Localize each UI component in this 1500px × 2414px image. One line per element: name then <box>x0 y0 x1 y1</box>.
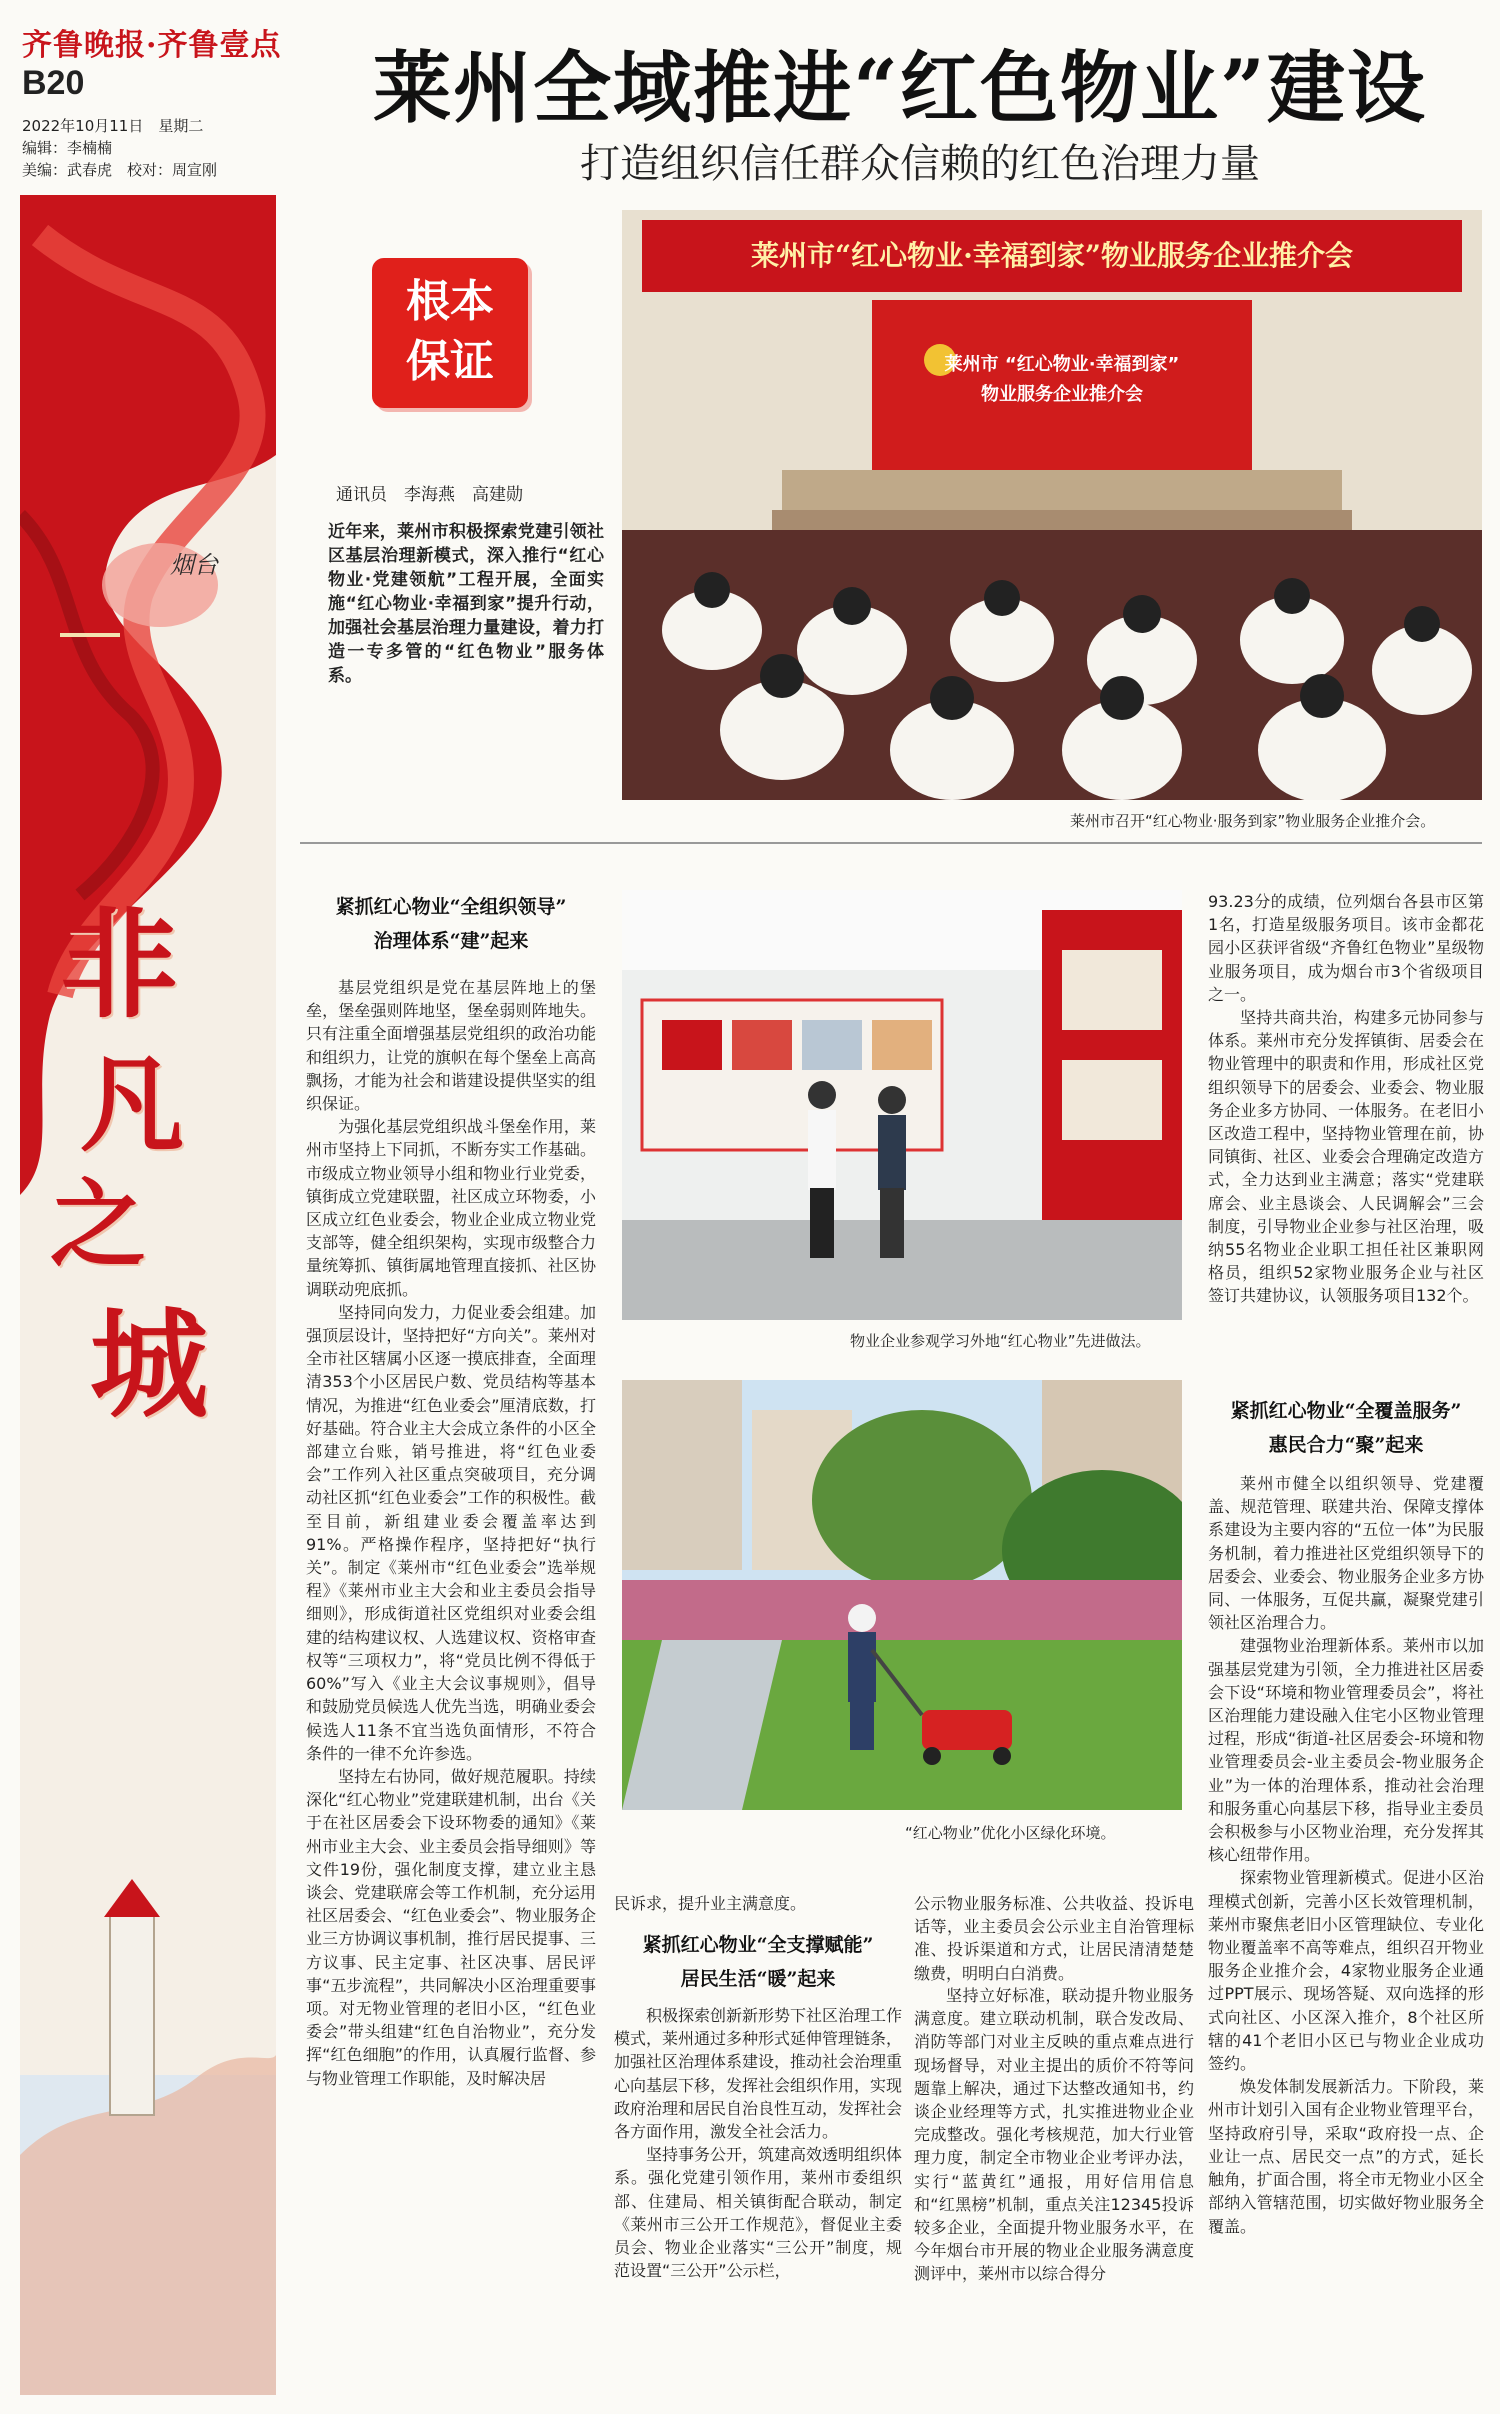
caption-1: 莱州市召开“红心物业·服务到家”物业服务企业推介会。 <box>1070 812 1436 830</box>
subheadline: 打造组织信任群众信赖的红色治理力量 <box>580 141 1260 187</box>
screen-line-2: 物业服务企业推介会 <box>981 384 1143 405</box>
section-1-title <box>306 890 596 958</box>
column-1-text <box>306 976 596 2090</box>
paragraph: 坚持事务公开，筑建高效透明组织体系。强化党建引领作用，莱州市委组织部、住建局、相关镇街配合联动，制定《莱州市三公开工作规范》，督促业主委员会、物业企业落实“三公开”制度，规范设置“三公开”公示栏， <box>614 2145 903 2281</box>
headline: 莱州全域推进“红色物业”建设 <box>373 43 1427 134</box>
editor-credit: 编辑：李楠楠 <box>22 139 113 157</box>
paragraph: 积极探索创新新形势下社区治理工作模式，莱州通过多种形式延伸管理链条，加强社区治理体系建设，推动社会治理重心向基层下移，发挥社会组织作用，实现政府治理和居民自治良性互动，发挥社会各方面作用，激发全社会活力。 <box>614 2006 903 2142</box>
badge-line-1: 根本 <box>406 276 494 327</box>
column-4-text <box>1208 1006 1484 1308</box>
city-title-2: 凡 <box>80 1043 185 1166</box>
section-2-title-line-2: 居民生活“暖”起来 <box>680 1968 836 1990</box>
photo-conference <box>622 210 1482 800</box>
lead-paragraph: 近年来，莱州市积极探索党建引领社区基层治理新模式，深入推行“红心物业·党建领航”工程开展，全面实施“红心物业·幸福到家”提升行动，加强社会基层治理力量建设，着力打造一专多管的“红色物业”服务体系。 <box>328 522 604 686</box>
section-3-title-line-1: 紧抓红心物业“全覆盖服务” <box>1230 1400 1462 1422</box>
section-3-title <box>1208 1394 1484 1462</box>
photo-greening <box>622 1380 1182 1810</box>
map-label: 烟台 <box>170 551 218 579</box>
paragraph: 坚持共商共治，构建多元协同参与体系。莱州市充分发挥镇街、居委会在物业管理中的职责和作用，形成社区党组织领导下的居委会、业委会、物业服务企业多方协同、一体服务。在老旧小区改造工程中，坚持物业管理在前，协同镇街、社区、业委会合理确定改造方式，全力达到业主满意；落实“党建联席会、业主恳谈会、人民调解会”三会制度，引导物业企业参与社区治理，吸纳55名物业企业职工担任社区兼职网格员，组织52家物业服务企业与社区签订共建协议，认领服务项目132个。 <box>1208 1008 1484 1306</box>
lighthouse-icon <box>110 1915 154 2115</box>
column-2-carryover: 民诉求，提升业主满意度。 <box>614 1894 807 1913</box>
decorative-band <box>20 195 276 2395</box>
page-number: B20 <box>22 64 85 102</box>
section-badge <box>372 258 528 408</box>
column-2-text <box>614 2004 902 2282</box>
stage-screen <box>872 350 1252 410</box>
column-3-text <box>914 1984 1194 2286</box>
art-credit: 美编：武春虎 校对：周宣刚 <box>22 161 218 179</box>
badge-line-2: 保证 <box>406 336 494 387</box>
column-4-carryover: 93.23分的成绩，位列烟台各县市区第1名，打造星级服务项目。该市金都花园小区获评省级“齐鲁红色物业”星级物业服务项目，成为烟台市3个省级项目之一。 <box>1208 892 1484 1004</box>
column-3-carryover: 公示物业服务标准、公共收益、投诉电话等，业主委员会公示业主自治管理标准、投诉渠道和方式，让居民清清楚楚缴费，明明白白消费。 <box>914 1894 1194 1983</box>
newspaper-brand: 齐鲁晚报·齐鲁壹点 <box>22 28 282 63</box>
paragraph: 莱州市健全以组织领导、党建覆盖、规范管理、联建共治、保障支撑体系建设为主要内容的“五位一体”为民服务机制，着力推进社区党组织领导下的居委会、业委会、物业服务企业多方协同、一体服务，互促共赢，凝聚党建引领社区治理合力。 <box>1208 1474 1484 1633</box>
screen-line-1: 莱州市 “红心物业·幸福到家” <box>944 354 1180 375</box>
section-3-title-line-2: 惠民合力“聚”起来 <box>1268 1434 1424 1456</box>
paragraph: 焕发体制发展新活力。下阶段，莱州市计划引入国有企业物业管理平台，坚持政府引导，采取“政府投一点、企业让一点、居民交一点”的方式，延长触角，扩面合围，将全市无物业小区全部纳入管辖范围，切实做好物业服务全覆盖。 <box>1208 2077 1484 2236</box>
section-2-title-line-1: 紧抓红心物业“全支撑赋能” <box>642 1934 874 1956</box>
byline: 通讯员 李海燕 高建勋 <box>336 485 523 505</box>
caption-2: 物业企业参观学习外地“红心物业”先进做法。 <box>850 1332 1151 1350</box>
section-2-title <box>614 1928 902 1996</box>
paragraph: 为强化基层党组织战斗堡垒作用，莱州市坚持上下同抓，不断夯实工作基础。市级成立物业领导小组和物业行业党委，镇街成立党建联盟，社区成立环物委，小区成立红色业委会，物业企业成立物业党支部等，健全组织架构，实现市级整合力量统筹抓、镇街属地管理直接抓、社区协调联动兜底抓。 <box>306 1117 596 1299</box>
issue-date: 2022年10月11日 星期二 <box>22 117 204 135</box>
section-1-title-line-1: 紧抓红心物业“全组织领导” <box>335 896 567 918</box>
paragraph: 坚持同向发力，力促业委会组建。加强顶层设计，坚持把好“方向关”。莱州对全市社区辖属小区逐一摸底排查，全面理清353个小区居民户数、党员结构等基本情况，为推进“红色业委会”厘清底数，打好基础。符合业主大会成立条件的小区全部建立台账，销号推进，将“红色业委会”工作列入社区重点突破项目，充分调动社区抓“红色业委会”工作的积极性。截至目前，新组建业委会覆盖率达到91%。严格操作程序，坚持把好“执行关”。制定《莱州市“红色业委会”选举规程》《莱州市业主大会和业主委员会指导细则》，形成街道社区党组织对业委会组建的结构建议权、人选建议权、资格审查权等“三项权力”，将“党员比例不得低于60%”写入《业主大会议事规则》，倡导和鼓励党员候选人优先当选，明确业委会候选人11条不宜当选负面情形，不符合条件的一律不允许参选。 <box>306 1302 596 1763</box>
divider <box>300 842 1482 844</box>
column-4b-text <box>1208 1472 1484 2238</box>
paragraph: 建强物业治理新体系。莱州市以加强基层党建为引领，全力推进社区居委会下设“环境和物业管理委员会”，将社区治理能力建设融入住宅小区物业管理过程，形成“街道-社区居委会-环境和物业管理委员会-业主委员会-物业服务企业”为一体的治理体系，推动社会治理和服务重心向基层下移，指导业主委员会积极参与小区物业治理，充分发挥其核心纽带作用。 <box>1208 1636 1484 1865</box>
paragraph: 探索物业管理新模式。促进小区治理模式创新，完善小区长效管理机制，莱州市聚焦老旧小区管理缺位、专业化物业覆盖率不高等难点，组织召开物业服务企业推介会，4家物业服务企业通过PPT展示、现场答疑、双向选择的形式向社区、小区深入推介，8个社区所辖的41个老旧小区已与物业企业成功签约。 <box>1208 1868 1484 2074</box>
city-title-4: 城 <box>90 1295 209 1434</box>
conference-banner: 莱州市“红心物业·幸福到家”物业服务企业推介会 <box>751 239 1353 272</box>
section-1-title-line-2: 治理体系“建”起来 <box>373 930 529 952</box>
paragraph: 基层党组织是党在基层阵地上的堡垒，堡垒强则阵地坚，堡垒弱则阵地失。只有注重全面增强基层党组织的政治功能和组织力，让党的旗帜在每个堡垒上高高飘扬，才能为社会和谐建设提供坚实的组织保证。 <box>306 978 596 1114</box>
caption-3: “红心物业”优化小区绿化环境。 <box>905 1824 1116 1842</box>
paragraph: 坚持立好标准，联动提升物业服务满意度。建立联动机制，联合发改局、消防等部门对业主反映的重点难点进行现场督导，对业主提出的质价不符等问题靠上解决，通过下达整改通知书，约谈企业经理等方式，扎实推进物业企业完成整改。强化考核规范，加大行业管理力度，制定全市物业企业考评办法，实行“蓝黄红”通报，用好信用信息和“红黑榜”机制，重点关注12345投诉较多企业，全面提升物业服务水平，在今年烟台市开展的物业企业服务满意度测评中，莱州市以综合得分 <box>914 1986 1194 2284</box>
city-title-3: 之 <box>50 1168 146 1281</box>
city-title-1: 非 <box>60 895 179 1034</box>
paragraph: 坚持左右协同，做好规范履职。持续深化“红心物业”党建联建机制，出台《关于在社区居委会下设环物委的通知》《莱州市业主大会、业主委员会指导细则》等文件19份，强化制度支撑，建立业主恳谈会、党建联席会等工作机制，充分运用社区居委会、“红色业委会”、物业服务企业三方协调议事机制，推行居民提事、三方议事、民主定事、社区决事、居民评事“五步流程”，共同解决小区治理重要事项。对无物业管理的老旧小区，“红色业委会”带头组建“红色自治物业”，充分发挥“红色细胞”的作用，认真履行监督、参与物业管理工作职能，及时解决居 <box>306 1766 596 2088</box>
photo-exhibition <box>622 890 1182 1320</box>
